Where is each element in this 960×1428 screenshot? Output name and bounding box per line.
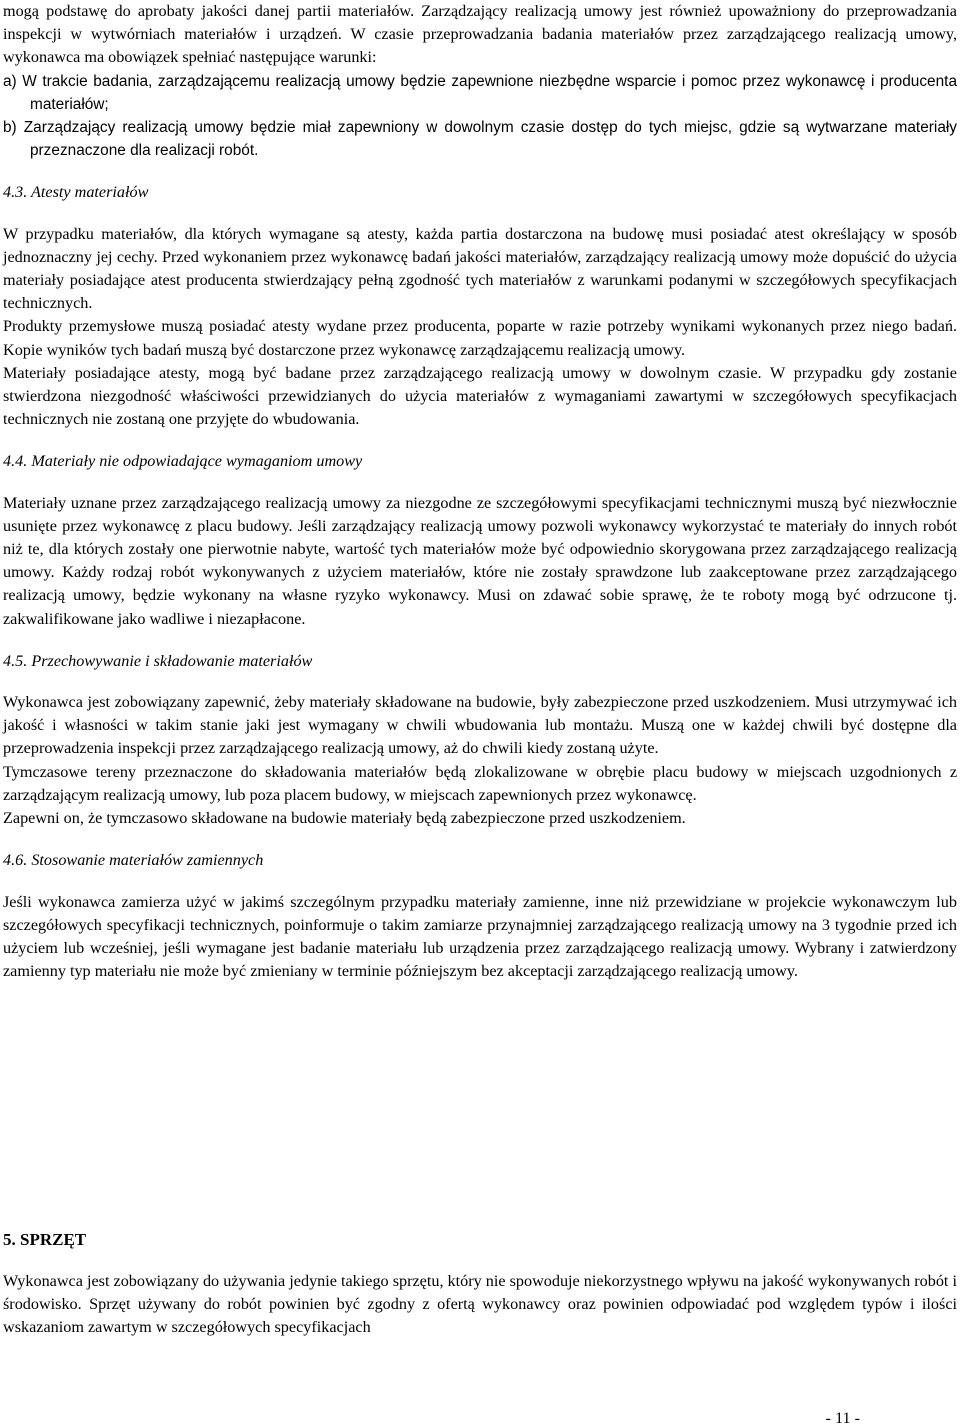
section-4-5-paragraph-1: Wykonawca jest zobowiązany zapewnić, żeby materiały składowane na budowie, były zabezpieczone przed uszkodzeniem. Musi utrzymywać ich jakość i własności w takim stanie jaki jest wymagany w chwili wbudowania lub montażu. Muszą one w każdej chwili być dostępne dla przeprowadzenia inspekcji przez zarządzającego realizacją umowy, aż do chwili kiedy zostaną użyte. [3, 693, 957, 758]
section-4-3-paragraph-3: Materiały posiadające atesty, mogą być badane przez zarządzającego realizacją umowy w dowolnym czasie. W przypadku gdy zostanie stwierdzona niezgodność właściwości przewidzianych do użycia materiałów z wymaganiami zawartymi w szczegółowych specyfikacjach technicznych nie zostaną one przyjęte do wbudowania. [3, 363, 957, 429]
intro-paragraph: mogą podstawę do aprobaty jakości danej partii materiałów. Zarządzający realizacją umowy jest również upoważniony do przeprowadzania inspekcji w wytwórniach materiałów i urządzeń. W czasie przeprowadzania badania materiałów przez zarządzającego realizacją umowy, wykonawca ma obowiązek spełniać następujące warunki: [3, 2, 957, 67]
list-item-a: a) W trakcie badania, zarządzającemu realizacją umowy będzie zapewnione niezbędne wsparcie i pomoc przez wykonawcę i producenta materiałów; [3, 72, 957, 113]
list-item-b: b) Zarządzający realizacją umowy będzie miał zapewniony w dowolnym czasie dostęp do tych miejsc, gdzie są wytwarzane materiały przeznaczone dla realizacji robót. [3, 119, 957, 160]
section-4-5-paragraph-3: Zapewni on, że tymczasowo składowane na budowie materiały będą zabezpieczone przed uszkodzeniem. [3, 809, 686, 828]
section-4-4-heading: 4.4. Materiały nie odpowiadające wymaganiom umowy [3, 452, 363, 471]
section-4-3-paragraph-2: Produkty przemysłowe muszą posiadać atesty wydane przez producenta, poparte w razie potrzeby wynikami wykonanych przez niego badań. Kopie wyników tych badań muszą być dostarczone przez wykonawcę zarządzającemu realizacją umowy. [3, 317, 957, 359]
document-page [3, 0, 957, 983]
section-4-6-heading: 4.6. Stosowanie materiałów zamiennych [3, 851, 264, 870]
section-4-4-paragraph-1: Materiały uznane przez zarządzającego realizacją umowy za niezgodne ze szczegółowymi specyfikacjami technicznymi muszą być niezwłocznie usunięte przez wykonawcę z placu budowy. Jeśli zarządzający realizacją umowy pozwoli wykonawcy wykorzystać te materiały do innych robót niż te, dla których zostały one pierwotnie nabyte, wartość tych materiałów może być odpowiednio skorygowana przez zarządzającego realizacją umowy. Każdy rodzaj robót wykonywanych z użyciem materiałów, które nie zostały sprawdzone lub zaakceptowane przez zarządzającego realizacją umowy, będzie wykonany na własne ryzyko wykonawcy. Musi on zdawać sobie sprawę, że te roboty mogą być odrzucone tj. zakwalifikowane jako wadliwe i niezapłacone. [3, 493, 957, 628]
section-5-body [3, 1270, 957, 1340]
section-5-heading: 5. SPRZĘT [3, 1230, 87, 1249]
section-4-3-heading: 4.3. Atesty materiałów [3, 183, 149, 202]
section-4-5-paragraph-2: Tymczasowe tereny przeznaczone do składowania materiałów będą zlokalizowane w obrębie placu budowy w miejscach uzgodnionych z zarządzającym realizacją umowy, lub poza placem budowy, w miejscach zapewnionych przez wykonawcę. [3, 762, 957, 804]
page-number: - 11 - [825, 1409, 860, 1427]
section-4-5-heading: 4.5. Przechowywanie i składowanie materiałów [3, 651, 313, 670]
section-4-6-paragraph-1: Jeśli wykonawca zamierza użyć w jakimś szczególnym przypadku materiały zamienne, inne niż przewidziane w projekcie wykonawczym lub szczegółowych specyfikacji technicznych, poinformuje o takim zamiarze przynajmniej zarządzającego realizacją umowy na 3 tygodnie przed ich użyciem lub wcześniej, jeśli wymagane jest badanie materiału lub urządzenia przez zarządzającego realizacją umowy. Wybrany i zatwierdzony zamienny typ materiału nie może być zmieniany w terminie późniejszym bez akceptacji zarządzającego realizacją umowy. [3, 892, 957, 981]
section-4-3-paragraph-1: W przypadku materiałów, dla których wymagane są atesty, każda partia dostarczona na budowę musi posiadać atest określający w sposób jednoznaczny jej cechy. Przed wykonaniem przez wykonawcę badań jakości materiałów, zarządzający realizacją umowy może dopuścić do użycia materiały posiadające atest producenta stwierdzający pełną zgodność tych materiałów z warunkami podanymi w szczegółowych specyfikacjach technicznych. [3, 224, 957, 313]
section-5-paragraph-1: Wykonawca jest zobowiązany do używania jedynie takiego sprzętu, który nie spowoduje niekorzystnego wpływu na jakość wykonywanych robót i środowisko. Sprzęt używany do robót powinien być zgodny z ofertą wykonawcy oraz powinien odpowiadać pod względem typów i ilości wskazaniom zawartym w szczegółowych specyfikacjach [3, 1272, 957, 1337]
